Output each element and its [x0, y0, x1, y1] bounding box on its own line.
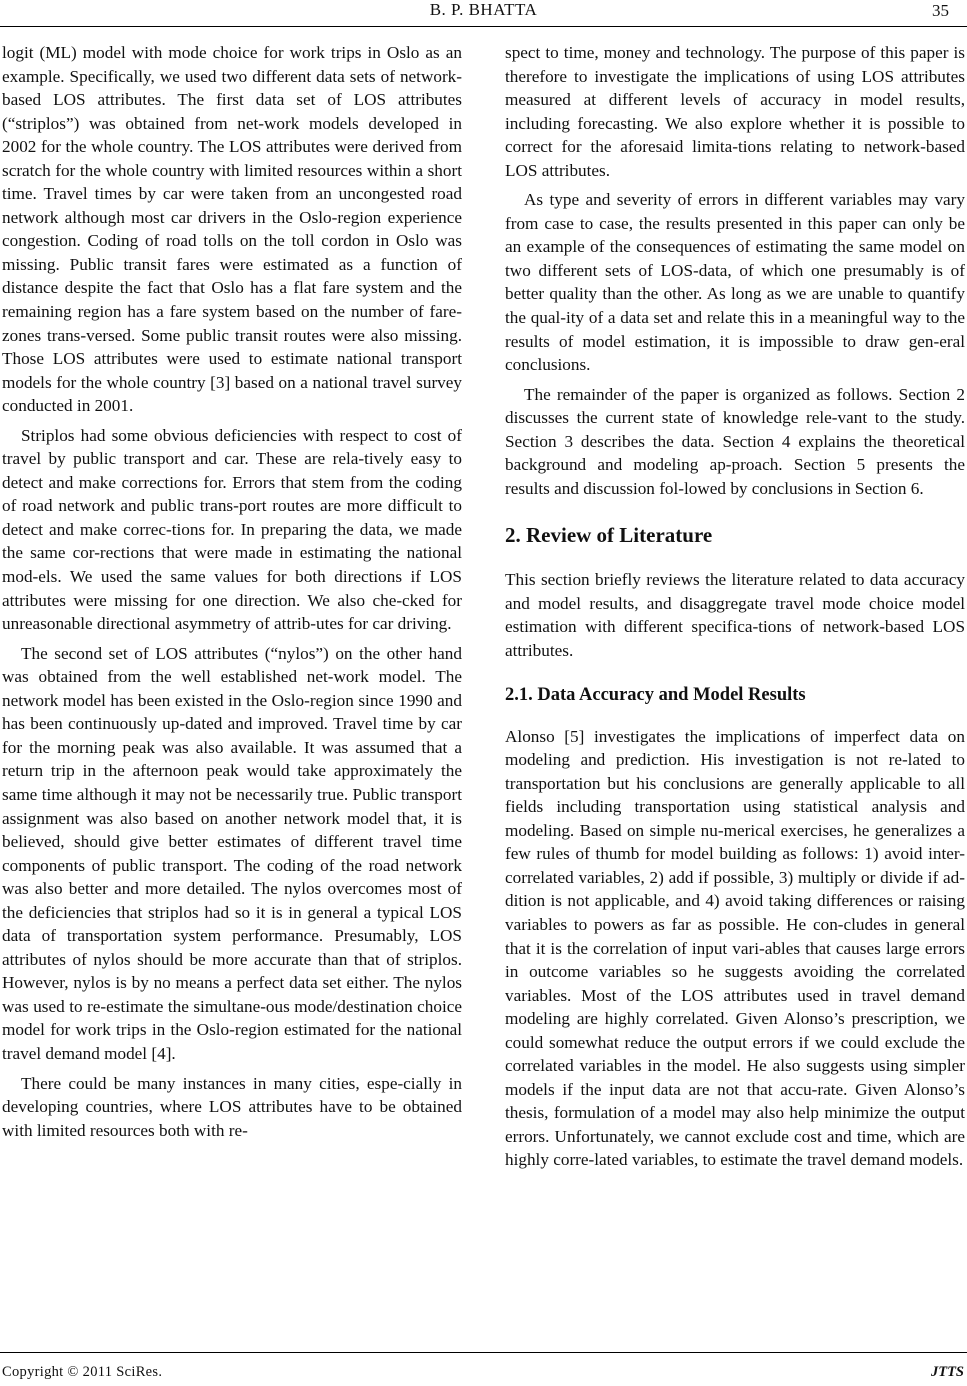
paragraph: As type and severity of errors in different variables may vary from case to case, the results presented in this paper can only be an example of the consequences of estimating the same model on two different sets of LOS-data, of which one presumably is of better quality than the other. As long as we are unable to quantify the qual-ity of a data set and relate this in a meaningful way to the results of model estimation, it is impossible to draw gen-eral conclusions. [505, 190, 965, 375]
left-column [2, 41, 462, 1142]
right-column [505, 41, 965, 1172]
paragraph: This section briefly reviews the literature related to data accuracy and model results, and disaggregate travel mode choice model estimation with different specifica-tions of network-based LOS attributes. [505, 570, 965, 661]
page-number: 35 [932, 1, 949, 20]
paragraph: Striplos had some obvious deficiencies with respect to cost of travel by public transport and car. These are rela-tively easy to detect and make corrections for. Errors that stem from the coding of road network and public trans-port routes are more difficult to detect and make correc-tions for. In preparing the data, we made the same cor-rections that were made in estimating the national mod-els. We used the same values for both directions if LOS attributes were missing for one direction. We also che-cked for unreasonable directional asymmetry of attrib-utes for car driving. [2, 425, 462, 634]
paragraph: spect to time, money and technology. The purpose of this paper is therefore to investigate the implications of using LOS attributes measured at different levels of accuracy in model results, including forecasting. We also explore whether it is possible to correct for the aforesaid limita-tions relating to network-based LOS attributes. [505, 43, 965, 180]
subsection-heading: 2.1. Data Accuracy and Model Results [505, 684, 806, 705]
paragraph: logit (ML) model with mode choice for work trips in Oslo as an example. Specifically, we used two different data sets of network-based LOS attributes. The first data set of LOS attributes (“striplos”) was obtained from net-work models developed in 2002 for the whole country. The LOS attributes were derived from scratch for the whole country with limited resources within a short time. Travel times by car were taken from an uncongested road network although most car drivers in the Oslo-region experience congestion. Coding of road tolls on the toll cordon in Oslo was missing. Public transit fares were estimated as a function of distance despite the fact that Oslo has a flat fare system and the remaining region has a fare system based on the number of fare-zones trans-versed. Some public transit routes were also missing. Those LOS attributes were used to estimate national transport models for the whole country [3] based on a national travel survey conducted in 2001. [2, 43, 462, 416]
paragraph: There could be many instances in many cities, espe-cially in developing countries, where LOS attributes have to be obtained with limited resources both with re- [2, 1073, 462, 1140]
copyright-notice: Copyright © 2011 SciRes. [2, 1364, 163, 1380]
footer-divider [0, 1352, 967, 1353]
paragraph: The remainder of the paper is organized as follows. Section 2 discusses the current state of knowledge rele-vant to the study. Section 3 describes the data. Section 4 explains the theoretical background and modeling ap-proach. Section 5 presents the results and discussion fol-lowed by conclusions in Section 6. [505, 384, 965, 498]
paragraph: Alonso [5] investigates the implications of imperfect data on modeling and prediction. His investigation is not re-lated to transportation but his conclusions are generally applicable to all fields including transportation using statistical analysis and modeling. Based on simple nu-merical exercises, he generalizes a few rules of thumb for model building as follows: 1) avoid inter-correlated variables, 2) add if possible, 3) multiply or divide if ad-dition is not applicable, and 4) avoid taking differences or raising variables to powers as far as possible. He con-cludes in general that it is the correlation of input vari-ables that causes large errors in outcome variables so he suggests avoiding the correlated variables. Most of the LOS attributes used in travel demand modeling are highly correlated. Given Alonso’s prescription, we could somewhat reduce the output errors if we could exclude the correlated variables in the model. He also suggests using simpler models if the input data are not that accu-rate. Given Alonso’s thesis, formulation of a model may also help minimize the output errors. Unfortunately, we cannot exclude cost and time, which are highly corre-lated variables, to estimate the travel demand models. [505, 726, 965, 1170]
section-heading: 2. Review of Literature [505, 523, 713, 548]
header-divider [0, 26, 967, 27]
journal-abbreviation: JTTS [930, 1364, 964, 1380]
running-header-author: B. P. BHATTA [429, 0, 538, 19]
paragraph: The second set of LOS attributes (“nylos”) on the other hand was obtained from the well established net-work model. The network model has been existed in the Oslo-region since 1990 and has been continuously up-dated and improved. Travel time by car for the morning peak was also available. It was assumed that a return trip in the afternoon peak would take approximately the same time although it may not be necessarily true. Public transport assignment was also based on another network model that, it is believed, should give better estimates of different travel time components of public transport. The coding of the road network was also better and more detailed. The nylos overcomes most of the deficiencies that striplos had so it is in general a typical LOS data of transportation system performance. Presumably, LOS attributes of nylos should be more accurate than that of striplos. However, nylos is by no means a perfect data set either. The nylos was used to re-estimate the simultane-ous mode/destination choice model for work trips in the Oslo-region estimated for the national travel demand model [4]. [2, 643, 462, 1063]
